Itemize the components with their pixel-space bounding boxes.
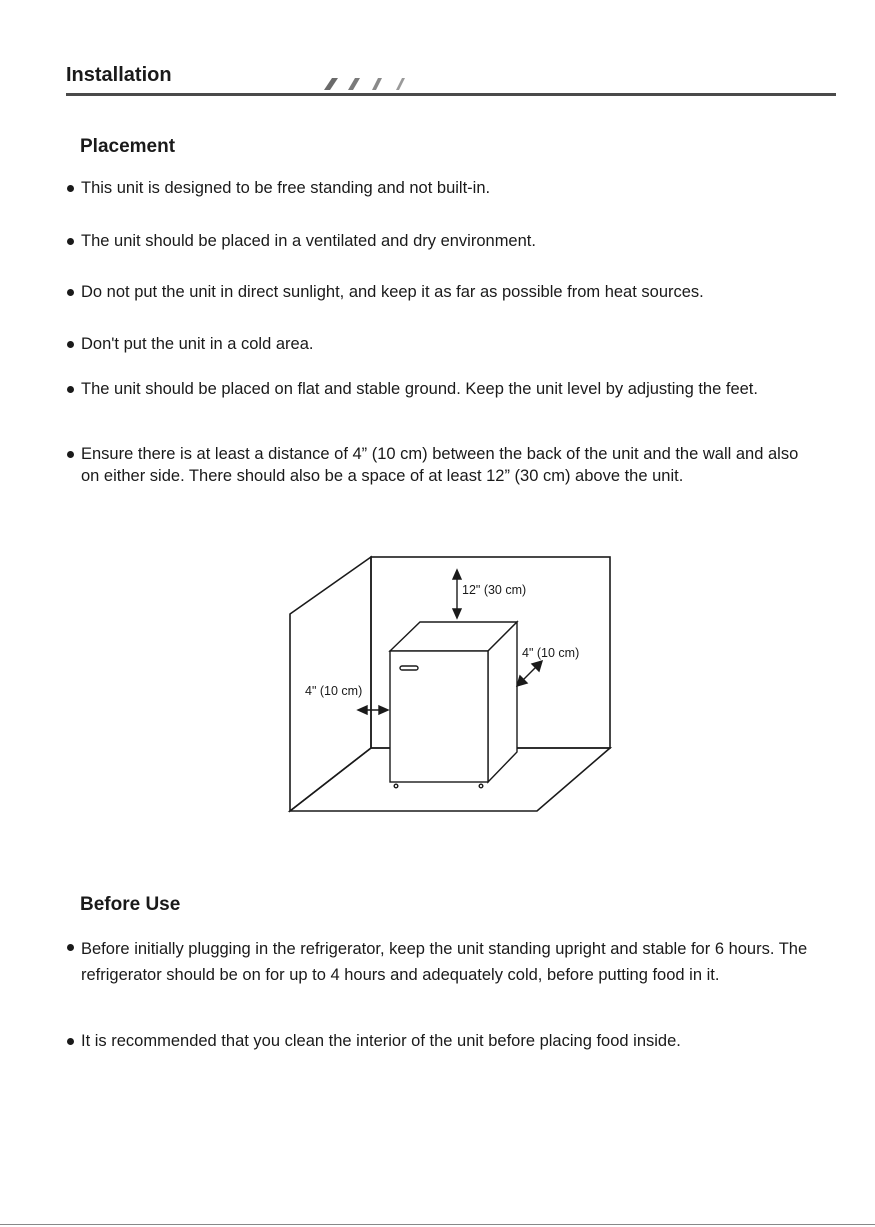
arrow-head xyxy=(379,706,388,714)
clearance-diagram xyxy=(270,548,615,823)
back-clearance-label: 4" (10 cm) xyxy=(522,646,580,660)
fridge-handle xyxy=(400,666,418,670)
arrow-head xyxy=(453,609,461,618)
fridge-foot xyxy=(394,784,398,788)
fridge-foot xyxy=(479,784,483,788)
before-use-item: It is recommended that you clean the interior of the unit before placing food inside. xyxy=(81,1030,816,1052)
page-title: Installation xyxy=(66,64,172,86)
placement-item: Do not put the unit in direct sunlight, and keep it as far as possible from heat sources. xyxy=(81,281,816,303)
placement-item: This unit is designed to be free standing and not built-in. xyxy=(81,177,816,199)
placement-item: Don't put the unit in a cold area. xyxy=(81,333,816,355)
side-clearance-label: 4" (10 cm) xyxy=(305,684,363,698)
fridge-side xyxy=(488,622,517,782)
clearance-diagram-drawing xyxy=(270,548,615,818)
placement-item: Ensure there is at least a distance of 4” (10 cm) between the back of the unit and the wall and also on either side. There should also be a space of at least 12” (30 cm) above the unit. xyxy=(81,443,801,487)
before-use-item: Before initially plugging in the refrigerator, keep the unit standing upright and stable for 6 hours. The refrigerator should be on for up to 4 hours and adequately cold, before putting food in it. xyxy=(81,936,811,988)
footer-rule xyxy=(0,1224,875,1225)
arrow-head xyxy=(358,706,367,714)
placement-item: The unit should be placed in a ventilated and dry environment. xyxy=(81,230,816,252)
refrigerator xyxy=(390,622,517,788)
header-slash-decor xyxy=(320,76,420,92)
placement-item: The unit should be placed on flat and stable ground. Keep the unit level by adjusting the feet. xyxy=(81,378,796,400)
section-title-before-use: Before Use xyxy=(80,894,181,915)
section-title-placement: Placement xyxy=(80,136,176,157)
header-rule xyxy=(66,93,836,96)
arrow-head xyxy=(453,570,461,579)
back-clearance-arrow xyxy=(522,666,537,681)
top-clearance-label: 12" (30 cm) xyxy=(462,583,527,597)
